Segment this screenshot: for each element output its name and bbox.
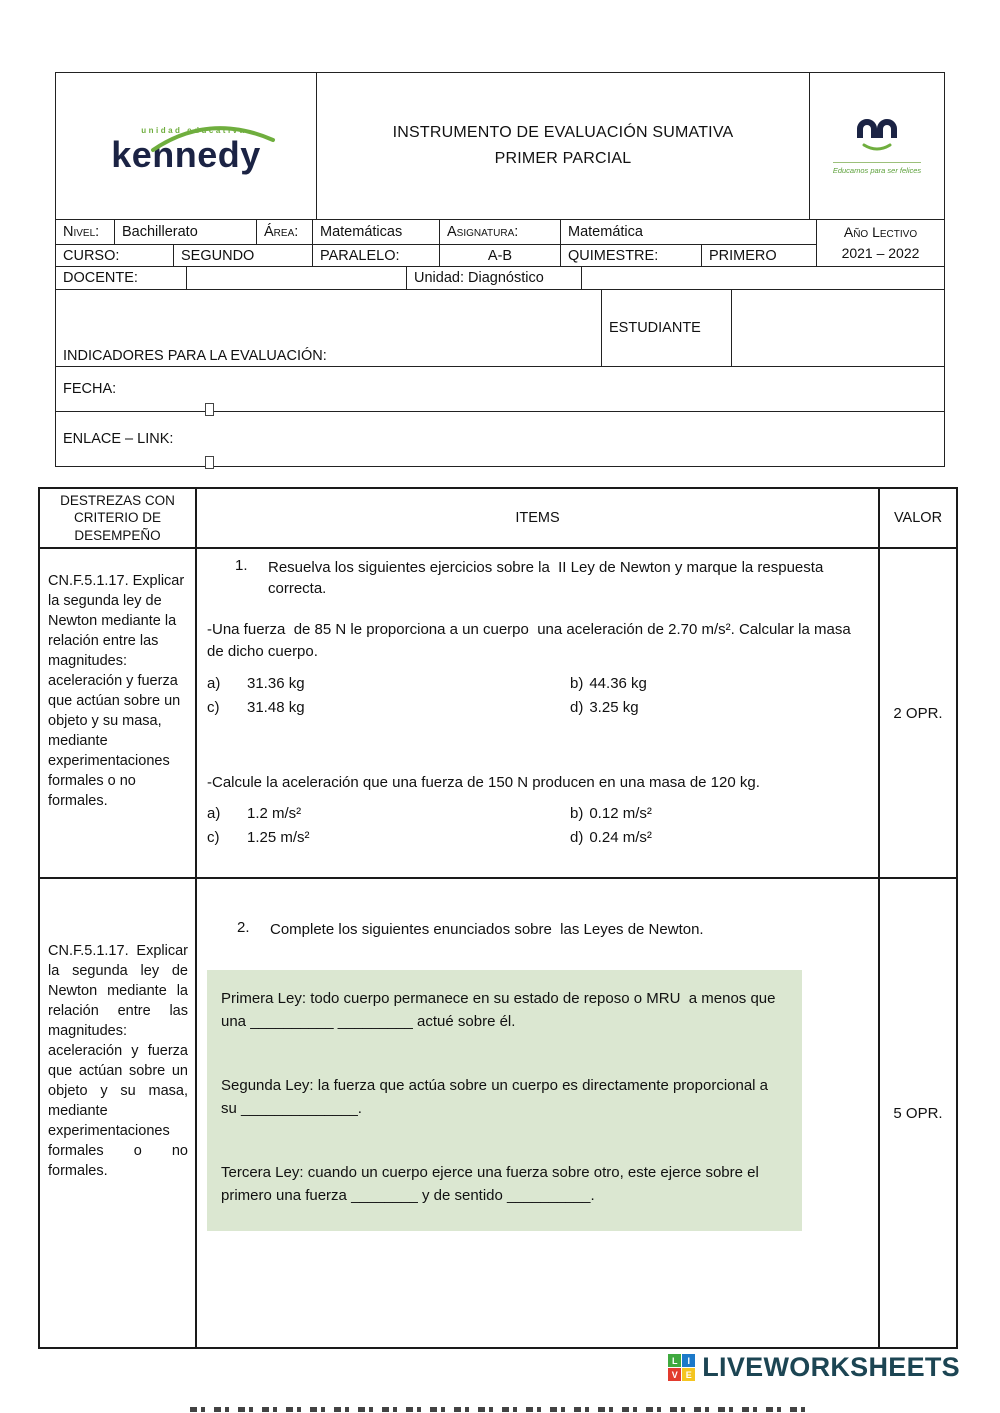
info-row-indicadores xyxy=(56,289,944,366)
area-value: Matemáticas xyxy=(312,220,439,244)
enlace-label: ENLACE – LINK: xyxy=(63,431,174,447)
skill-criterion-1: CN.F.5.1.17. Explicar la segunda ley de Newton mediante la relación entre las magnitudes: aceleración y fuerza que actúan sobre un objeto y su masa, mediante experimentaciones formales o no formales. xyxy=(48,573,185,809)
header-items: ITEMS xyxy=(195,489,878,547)
nivel-value: Bachillerato xyxy=(114,220,256,244)
curso-label: CURSO: xyxy=(63,248,120,264)
option-row xyxy=(207,675,868,692)
fecha-label: FECHA: xyxy=(63,381,117,397)
item1-cell xyxy=(195,549,878,877)
info-row-docente xyxy=(56,266,944,289)
table-row-item1 xyxy=(40,547,956,877)
item1-heading xyxy=(207,557,868,599)
header-valor: VALOR xyxy=(878,489,956,547)
unidad-value: Unidad: Diagnóstico xyxy=(406,267,581,289)
item2-heading xyxy=(207,919,868,940)
info-row-fecha xyxy=(56,366,944,411)
kennedy-logo xyxy=(111,118,261,175)
option-b-letter[interactable]: b) xyxy=(570,674,584,692)
paralelo-value: A-B xyxy=(439,245,560,267)
indicadores-label: INDICADORES PARA LA EVALUACIÓN: xyxy=(63,347,327,364)
item2-title: Complete los siguientes enunciados sobre las Leyes de Newton. xyxy=(270,921,704,938)
option-a-value[interactable]: 31.36 kg xyxy=(247,674,305,692)
document-title-line1: INSTRUMENTO DE EVALUACIÓN SUMATIVA xyxy=(392,124,734,142)
option-c-letter[interactable]: c) xyxy=(207,698,220,716)
info-rows-group xyxy=(56,219,944,266)
quimestre-value: PRIMERO xyxy=(701,245,816,267)
exercise2-options xyxy=(207,805,868,846)
option-row xyxy=(207,829,868,846)
table-header-row xyxy=(40,489,956,547)
docente-label: DOCENTE: xyxy=(63,270,138,286)
header-row-title xyxy=(56,73,944,219)
fecha-input[interactable] xyxy=(205,403,214,416)
tercera-ley-statement[interactable]: Tercera Ley: cuando un cuerpo ejerce una fuerza sobre otro, este ejerce sobre el primero una fuerza ________ y de sentido __________. xyxy=(221,1164,763,1204)
item1-number: 1. xyxy=(235,557,248,574)
liveworksheets-footer[interactable] xyxy=(668,1352,960,1383)
option-row xyxy=(207,699,868,716)
school-logo xyxy=(56,73,316,219)
liveworksheets-brand-text: LIVEWORKSHEETS xyxy=(702,1352,960,1382)
document-title-cell xyxy=(316,73,809,219)
option-d-value[interactable]: 3.25 kg xyxy=(589,698,639,716)
area-label: Área: xyxy=(256,220,312,244)
logo-swoosh-icon xyxy=(147,120,287,154)
docente-row-empty xyxy=(581,267,944,289)
info-row-curso xyxy=(56,244,816,267)
option-a-value[interactable]: 1.2 m/s² xyxy=(247,805,302,823)
school-crest-cell xyxy=(809,73,944,219)
docente-value-empty xyxy=(186,267,406,289)
exercise1-options xyxy=(207,675,868,716)
fill-in-statements-box xyxy=(207,970,802,1231)
info-row-enlace xyxy=(56,411,944,466)
option-d-value[interactable]: 0.24 m/s² xyxy=(589,829,652,847)
estudiante-write-area xyxy=(731,290,944,366)
option-b-value[interactable]: 0.12 m/s² xyxy=(589,805,652,823)
info-row-nivel xyxy=(56,220,816,244)
valor-item1: 2 OPR. xyxy=(878,549,956,877)
skill-criterion-2: CN.F.5.1.17. Explicar la segunda ley de Newton mediante la relación entre las magnitudes: aceleración y fuerza que actúan sobre un objeto y su masa, mediante experimentaciones formales o no formales. xyxy=(48,943,188,1179)
exercise2-statement: -Calcule la aceleración que una fuerza de 150 N producen en una masa de 120 kg. xyxy=(207,773,760,791)
asignatura-value: Matemática xyxy=(560,220,816,244)
school-motto: Educamos para ser felices xyxy=(833,162,921,175)
curso-value: SEGUNDO xyxy=(173,245,312,267)
option-b-value[interactable]: 44.36 kg xyxy=(589,674,647,692)
option-a-letter[interactable]: a) xyxy=(207,805,221,823)
option-a-letter[interactable]: a) xyxy=(207,674,221,692)
anio-lectivo-value: 2021 – 2022 xyxy=(841,245,920,261)
anio-lectivo-cell xyxy=(816,220,944,266)
primera-ley-statement[interactable]: Primera Ley: todo cuerpo permanece en su estado de reposo o MRU a menos que una __________ _________ actué sobre él. xyxy=(221,990,780,1030)
nivel-label: Nivel: xyxy=(63,224,100,240)
item2-cell xyxy=(195,879,878,1347)
asignatura-label: Asignatura: xyxy=(439,220,560,244)
school-name: kennedy xyxy=(111,133,261,175)
option-d-letter[interactable]: d) xyxy=(570,829,584,847)
item1-title: Resuelva los siguientes ejercicios sobre la II Ley de Newton y marque la respuesta correcta. xyxy=(268,559,828,597)
option-row xyxy=(207,805,868,822)
anio-lectivo-label: Año Lectivo xyxy=(843,224,918,240)
header-destrezas: DESTREZAS CON CRITERIO DE DESEMPEÑO xyxy=(60,492,175,543)
logo-letter-i: I xyxy=(682,1354,695,1367)
exercise1-statement: -Una fuerza de 85 N le proporciona a un cuerpo una aceleración de 2.70 m/s². Calcular la masa de dicho cuerpo. xyxy=(207,621,855,660)
liveworksheets-logo-icon xyxy=(668,1354,695,1381)
evaluation-table xyxy=(38,487,958,1349)
indicadores-cell xyxy=(56,290,601,366)
school-crest-icon xyxy=(854,118,900,152)
header-table xyxy=(55,72,945,467)
valor-item2: 5 OPR. xyxy=(878,879,956,1347)
logo-letter-l: L xyxy=(668,1354,681,1367)
enlace-input[interactable] xyxy=(205,456,214,469)
estudiante-label: ESTUDIANTE xyxy=(601,290,731,366)
option-b-letter[interactable]: b) xyxy=(570,805,584,823)
school-tagline: unidad educativa xyxy=(141,125,247,135)
option-d-letter[interactable]: d) xyxy=(570,698,584,716)
table-row-item2 xyxy=(40,877,956,1347)
document-title-line2: PRIMER PARCIAL xyxy=(494,150,632,167)
quimestre-label: QUIMESTRE: xyxy=(560,245,701,267)
option-c-value[interactable]: 31.48 kg xyxy=(247,698,305,716)
option-c-value[interactable]: 1.25 m/s² xyxy=(247,829,310,847)
segunda-ley-statement[interactable]: Segunda Ley: la fuerza que actúa sobre un cuerpo es directamente proporcional a su ______________. xyxy=(221,1077,773,1117)
cropped-text-remnant xyxy=(190,1407,810,1412)
paralelo-label: PARALELO: xyxy=(312,245,439,267)
logo-letter-e: E xyxy=(682,1368,695,1381)
option-c-letter[interactable]: c) xyxy=(207,829,220,847)
logo-letter-v: V xyxy=(668,1368,681,1381)
item2-number: 2. xyxy=(237,919,250,936)
